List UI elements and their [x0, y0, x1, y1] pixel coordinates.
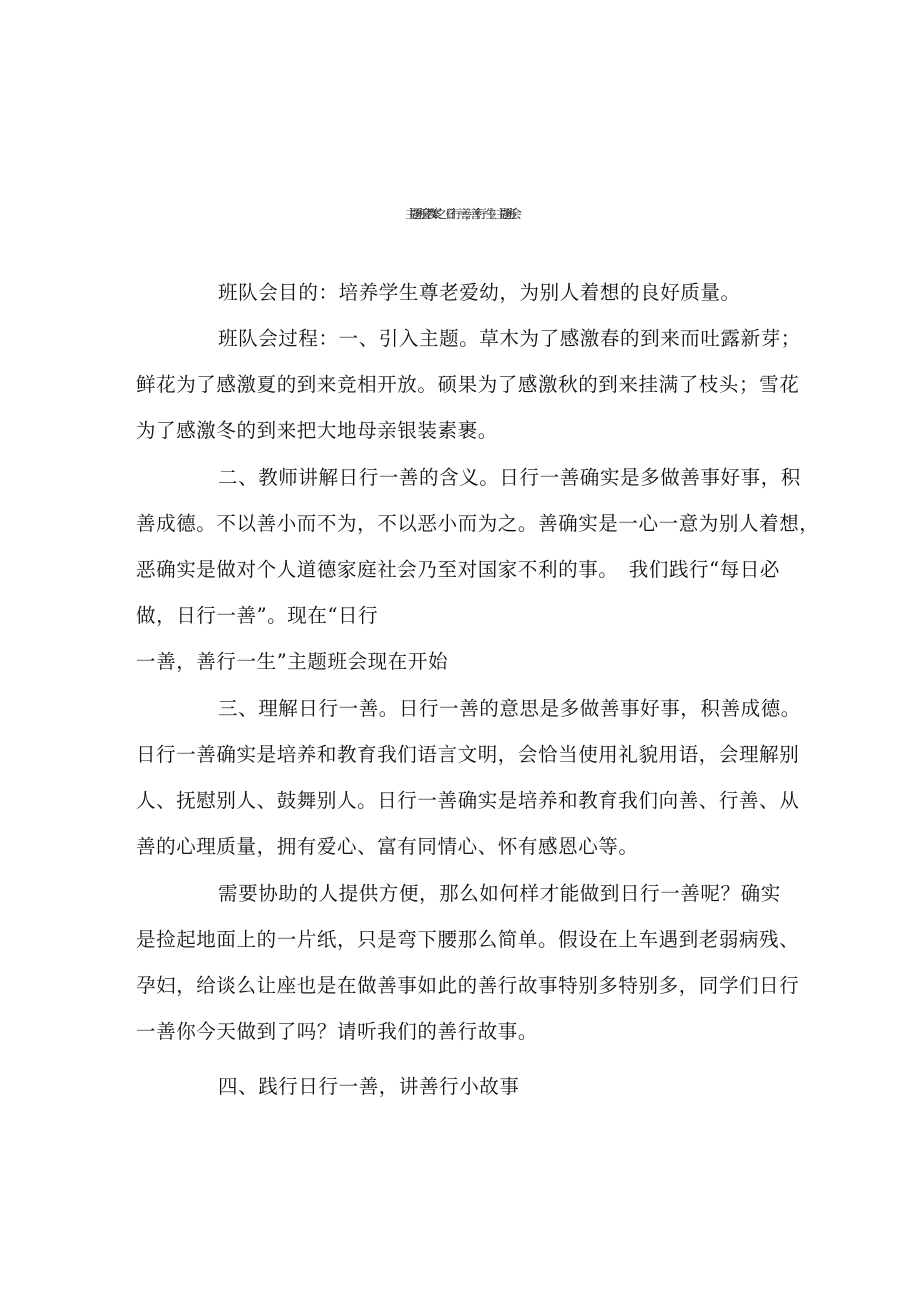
paragraph-line: 人、抚慰别人、鼓舞别人。日行一善确实是培养和教育我们向善、行善、从	[136, 789, 800, 812]
paragraph-line: 做，日行一善”。现在“日行	[136, 604, 379, 627]
document-title: 主题班会教案之《日行一善，善行一生》主题班会	[404, 207, 515, 221]
paragraph-line: 需要协助的人提供方便，那么如何样才能做到日行一善呢？确实	[218, 882, 781, 905]
paragraph-line: 善的心理质量，拥有爱心、富有同情心、怀有感恩心等。	[136, 835, 639, 858]
paragraph-line: 班队会过程：一、引入主题。草木为了感激春的到来而吐露新芽；	[218, 327, 801, 350]
paragraph-line: 一善，善行一生”主题班会现在开始	[136, 650, 449, 673]
paragraph-line: 一善你今天做到了吗？请听我们的善行故事。	[136, 1020, 539, 1043]
paragraph-line: 为了感激冬的到来把大地母亲银装素裹。	[136, 419, 498, 442]
paragraph-line: 孕妇，给谈么让座也是在做善事如此的善行故事特别多特别多，同学们日行	[136, 974, 800, 997]
paragraph-line: 善成德。不以善小而不为，不以恶小而为之。善确实是一心一意为别人着想，	[136, 512, 820, 535]
paragraph-line: 班队会目的：培养学生尊老爱幼，为别人着想的良好质量。	[218, 281, 741, 304]
paragraph-line: 是捡起地面上的一片纸，只是弯下腰那么简单。假设在上车遇到老弱病残、	[136, 928, 800, 951]
paragraph-line: 三、理解日行一善。日行一善的意思是多做善事好事，积善成德。	[218, 697, 801, 720]
paragraph-line: 鲜花为了感激夏的到来竞相开放。硕果为了感激秋的到来挂满了枝头；雪花	[136, 373, 800, 396]
paragraph-line: 二、教师讲解日行一善的含义。日行一善确实是多做善事好事，积	[218, 466, 801, 489]
paragraph-line: 日行一善确实是培养和教育我们语言文明，会恰当使用礼貌用语，会理解别	[136, 743, 800, 766]
paragraph-line: 恶确实是做对个人道德家庭社会乃至对国家不利的事。 我们践行“每日必	[136, 558, 781, 581]
paragraph-line: 四、践行日行一善，讲善行小故事	[218, 1075, 520, 1098]
